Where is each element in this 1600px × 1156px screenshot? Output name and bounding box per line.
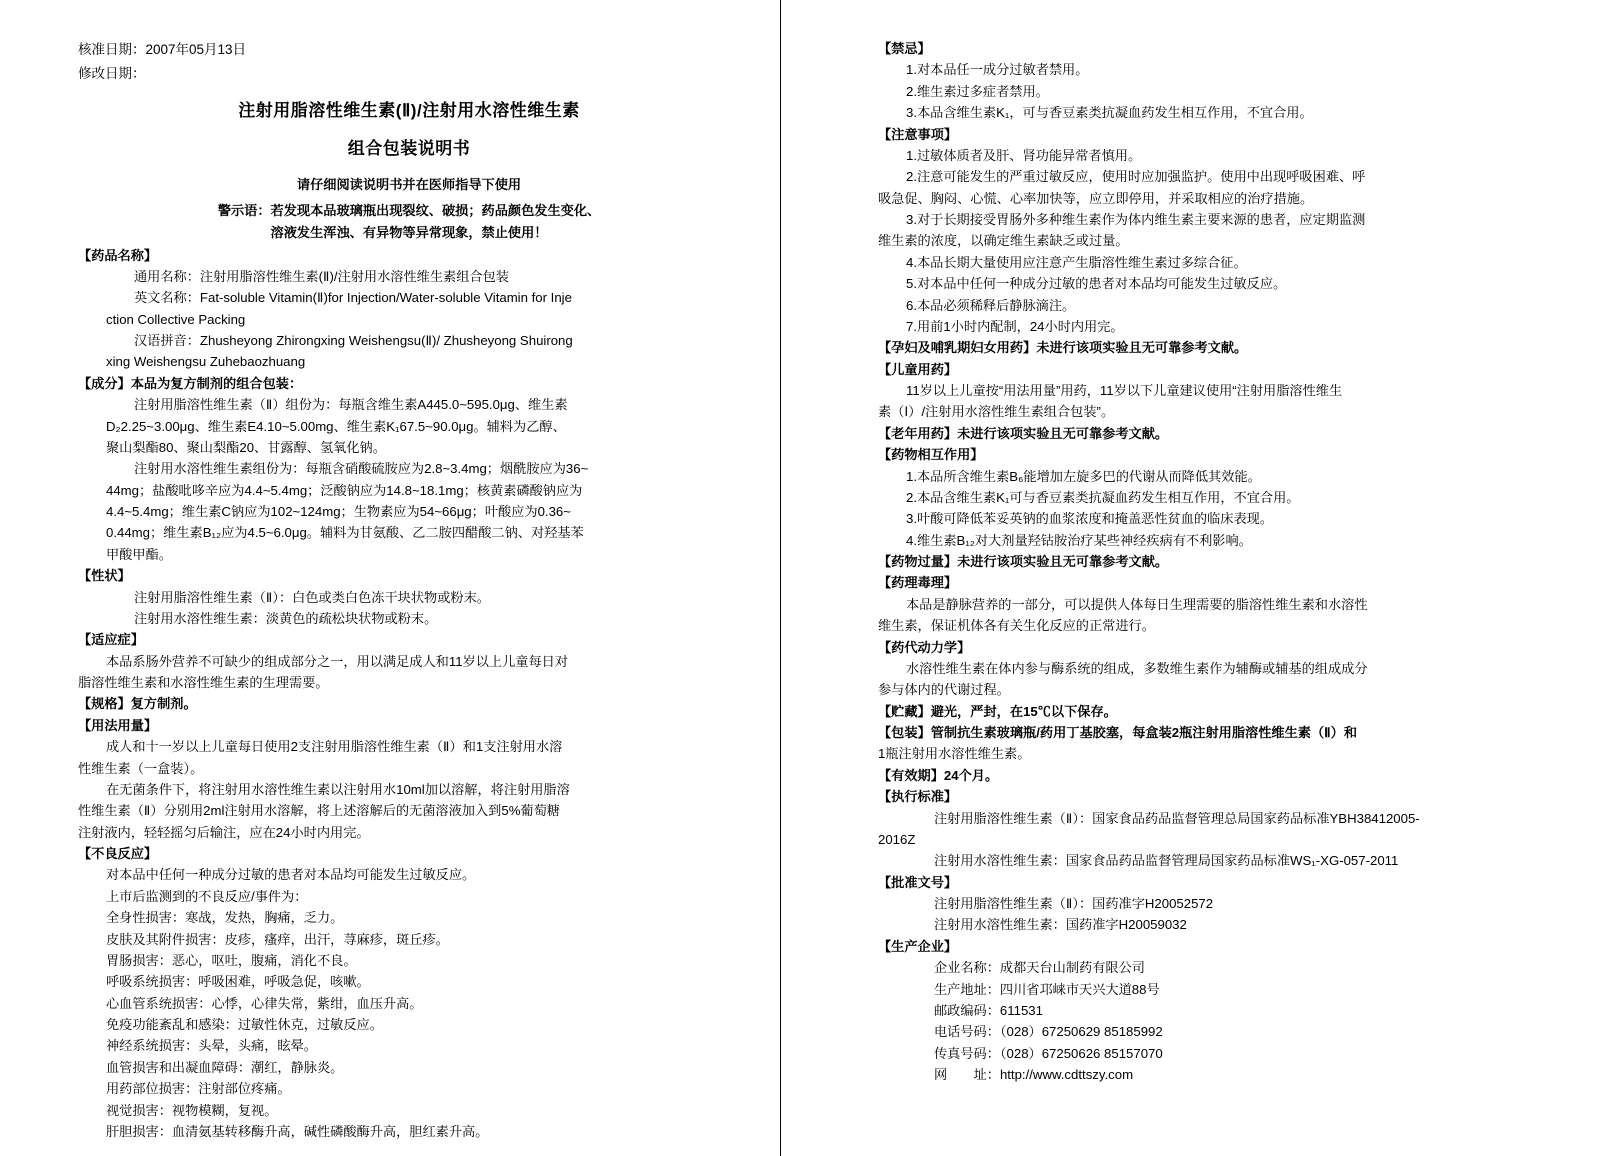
generic-name: 通用名称：注射用脂溶性维生素(Ⅱ)/注射用水溶性维生素组合包装 bbox=[134, 268, 509, 284]
precaution-item-3-line1: 3.对于长期接受胃肠外多种维生素作为体内维生素主要来源的患者，应定期监测 bbox=[906, 212, 1366, 227]
adverse-item: 血管损害和出凝血障碍：潮红，静脉炎。 bbox=[106, 1059, 344, 1075]
warning-line2: 溶液发生浑浊、有异物等异常现象，禁止使用！ bbox=[270, 225, 548, 241]
section-contraindications: 【禁忌】 bbox=[878, 41, 931, 56]
adverse-line1: 对本品中任何一种成分过敏的患者对本品均可能发生过敏反应。 bbox=[106, 867, 476, 883]
approval-number-1: 注射用脂溶性维生素（Ⅱ）：国药准字H20052572 bbox=[934, 896, 1214, 911]
toxicology-line2: 维生素，保证机体各有关生化反应的正常进行。 bbox=[878, 618, 1155, 634]
section-shelf-life: 【有效期】24个月。 bbox=[878, 767, 999, 783]
adverse-item: 免疫功能紊乱和感染：过敏性休克，过敏反应。 bbox=[106, 1017, 383, 1033]
contraindication-item: 2.维生素过多症者禁用。 bbox=[906, 83, 1049, 99]
warning-block bbox=[78, 200, 740, 245]
usage-line2: 性维生素（一盒装）。 bbox=[78, 760, 204, 776]
precaution-item-3-line2: 维生素的浓度，以确定维生素缺乏或过量。 bbox=[878, 233, 1129, 249]
read-instruction-note: 请仔细阅读说明书并在医师指导下使用 bbox=[296, 177, 522, 193]
approval-date: 核准日期：2007年05月13日 bbox=[78, 42, 247, 57]
usage-line4: 性维生素（Ⅱ）分别用2ml注射用水溶解，将上述溶解后的无菌溶液加入到5%葡萄糖 bbox=[78, 803, 560, 819]
section-ingredients: 【成分】本品为复方制剂的组合包装： bbox=[78, 375, 303, 391]
section-manufacturer: 【生产企业】 bbox=[878, 938, 958, 954]
section-specification: 【规格】复方制剂。 bbox=[78, 696, 197, 712]
adverse-item: 用药部位损害：注射部位疼痛。 bbox=[106, 1081, 291, 1097]
usage-line1: 成人和十一岁以上儿童每日使用2支注射用脂溶性维生素（Ⅱ）和1支注射用水溶 bbox=[106, 739, 563, 755]
pediatric-line1: 11岁以上儿童按“用法用量”用药，11岁以下儿童建议使用“注射用脂溶性维生 bbox=[906, 383, 1343, 398]
manufacturer-telephone: 电话号码：（028）67250629 85185992 bbox=[934, 1024, 1163, 1040]
adverse-item: 神经系统损害：头晕，头痛，眩晕。 bbox=[106, 1038, 317, 1054]
pediatric-line2: 素（Ⅰ）/注射用水溶性维生素组合包装”。 bbox=[878, 404, 1115, 420]
precaution-item-2-line1: 2.注意可能发生的严重过敏反应，使用时应加强监护。使用中出现呼吸困难、呼 bbox=[906, 169, 1366, 185]
adverse-item: 皮肤及其附件损害：皮疹，瘙痒，出汗，荨麻疹，斑丘疹。 bbox=[106, 931, 449, 947]
section-geriatric-use: 【老年用药】未进行该项实验且无可靠参考文献。 bbox=[878, 425, 1169, 441]
precaution-item-2-line2: 吸急促、胸闷、心慌、心率加快等，应立即停用，并采取相应的治疗措施。 bbox=[878, 190, 1314, 206]
precaution-item-7: 7.用前1小时内配制，24小时内用完。 bbox=[906, 318, 1124, 334]
section-overdose: 【药物过量】未进行该项实验且无可靠参考文献。 bbox=[878, 554, 1169, 569]
adverse-item: 视觉损害：视物模糊，复视。 bbox=[106, 1102, 278, 1118]
interaction-item: 1.本品所含维生素B₆能增加左旋多巴的代谢从而降低其效能。 bbox=[906, 468, 1261, 484]
pinyin-line1: 汉语拼音：Zhusheyong Zhirongxing Weishengsu(Ⅱ)/ Zhusheyong Shuirong bbox=[134, 333, 573, 349]
interaction-item: 4.维生素B₁₂对大剂量羟钴胺治疗某些神经疾病有不利影响。 bbox=[906, 532, 1252, 548]
manufacturer-fax: 传真号码：（028）67250626 85157070 bbox=[934, 1045, 1163, 1061]
ingredient-water-line1: 注射用水溶性维生素组份为：每瓶含硝酸硫胺应为2.8~3.4mg；烟酰胺应为36~ bbox=[134, 461, 589, 477]
english-name-line2: ction Collective Packing bbox=[106, 311, 246, 327]
section-pharmacology-toxicology: 【药理毒理】 bbox=[878, 575, 958, 591]
section-pharmacokinetics: 【药代动力学】 bbox=[878, 639, 971, 655]
ingredient-water-line4: 0.44mg；维生素B₁₂应为4.5~6.0μg。辅料为甘氨酸、乙二胺四醋酸二钠、对羟基苯 bbox=[106, 525, 584, 541]
property-line1: 注射用脂溶性维生素（Ⅱ）：白色或类白色冻干块状物或粉末。 bbox=[134, 589, 490, 605]
english-name-line1: 英文名称：Fat-soluble Vitamin(Ⅱ)for Injection/Water-soluble Vitamin for Inje bbox=[134, 290, 572, 306]
manufacturer-zipcode: 邮政编码：611531 bbox=[934, 1002, 1043, 1018]
warning-label: 警示语： bbox=[217, 202, 271, 218]
ingredient-fat-line3: 聚山梨酯80、聚山梨酯20、甘露醇、氢氧化钠。 bbox=[106, 439, 386, 455]
pharmacokinetics-line2: 参与体内的代谢过程。 bbox=[878, 682, 1010, 698]
pharmacokinetics-line1: 水溶性维生素在体内参与酶系统的组成，多数维生素作为辅酶或辅基的组成成分 bbox=[906, 660, 1368, 676]
adverse-item: 胃肠损害：恶心，呕吐，腹痛，消化不良。 bbox=[106, 952, 357, 968]
section-precautions: 【注意事项】 bbox=[878, 126, 958, 142]
adverse-item: 呼吸系统损害：呼吸困难，呼吸急促，咳嗽。 bbox=[106, 974, 370, 990]
property-line2: 注射用水溶性维生素：淡黄色的疏松块状物或粉末。 bbox=[134, 610, 438, 626]
standard-line1: 注射用脂溶性维生素（Ⅱ）：国家食品药品监督管理总局国家药品标准YBH38412005- bbox=[934, 810, 1420, 826]
ingredient-water-line5: 甲酸甲酯。 bbox=[106, 546, 172, 562]
interaction-item: 2.本品含维生素K₁可与香豆素类抗凝血药发生相互作用，不宜合用。 bbox=[906, 489, 1300, 505]
precaution-item-5: 5.对本品中任何一种成分过敏的患者对本品均可能发生过敏反应。 bbox=[906, 276, 1287, 292]
adverse-item: 肝胆损害：血清氨基转移酶升高，碱性磷酸酶升高，胆红素升高。 bbox=[106, 1123, 489, 1139]
toxicology-line1: 本品是静脉营养的一部分，可以提供人体每日生理需要的脂溶性维生素和水溶性 bbox=[906, 596, 1368, 612]
document-title-line2: 组合包装说明书 bbox=[347, 138, 471, 158]
pinyin-line2: xing Weishengsu Zuhebaozhuang bbox=[106, 354, 306, 370]
section-indication: 【适应症】 bbox=[78, 632, 144, 648]
ingredient-water-line3: 4.4~5.4mg；维生素C钠应为102~124mg；生物素应为54~66μg；叶酸应为0.36~ bbox=[106, 504, 571, 520]
right-column bbox=[780, 0, 1600, 1156]
packaging-line2: 1瓶注射用水溶性维生素。 bbox=[878, 746, 1031, 762]
warning-text1: 若发现本品玻璃瓶出现裂纹、破损；药品颜色发生变化、 bbox=[270, 202, 601, 218]
section-drug-interactions: 【药物相互作用】 bbox=[878, 447, 984, 463]
section-standard: 【执行标准】 bbox=[878, 789, 958, 805]
usage-line5: 注射液内，轻轻摇匀后输注，应在24小时内用完。 bbox=[78, 824, 370, 840]
section-pregnancy-lactation: 【孕妇及哺乳期妇女用药】未进行该项实验且无可靠参考文献。 bbox=[878, 340, 1248, 356]
section-storage: 【贮藏】避光，严封，在15℃以下保存。 bbox=[878, 703, 1117, 719]
left-column bbox=[0, 0, 780, 1156]
standard-line2: 2016Z bbox=[878, 831, 916, 847]
ingredient-water-line2: 44mg；盐酸吡哆辛应为4.4~5.4mg；泛酸钠应为14.8~18.1mg；核黄素磷酸钠应为 bbox=[106, 482, 583, 498]
website-url[interactable]: http://www.cdttszy.com bbox=[999, 1067, 1134, 1082]
contraindication-item: 3.本品含维生素K₁，可与香豆素类抗凝血药发生相互作用，不宜合用。 bbox=[906, 105, 1313, 121]
precaution-item-4: 4.本品长期大量使用应注意产生脂溶性维生素过多综合征。 bbox=[906, 254, 1247, 270]
document-title-line1: 注射用脂溶性维生素(Ⅱ)/注射用水溶性维生素 bbox=[238, 101, 580, 121]
manufacturer-website-row bbox=[878, 1064, 1562, 1085]
contraindication-item: 1.对本品任一成分过敏者禁用。 bbox=[906, 62, 1089, 78]
usage-line3: 在无菌条件下，将注射用水溶性维生素以注射用水10ml加以溶解，将注射用脂溶 bbox=[106, 781, 570, 797]
section-drug-name: 【药品名称】 bbox=[78, 247, 158, 263]
indication-line1: 本品系肠外营养不可缺少的组成部分之一，用以满足成人和11岁以上儿童每日对 bbox=[106, 653, 569, 669]
adverse-item: 全身性损害：寒战，发热，胸痛，乏力。 bbox=[106, 910, 344, 926]
approval-number-2: 注射用水溶性维生素：国药准字H20059032 bbox=[934, 917, 1187, 933]
adverse-item: 心血管系统损害：心悸，心律失常，紫绀，血压升高。 bbox=[106, 995, 423, 1011]
interaction-item: 3.叶酸可降低苯妥英钠的血浆浓度和掩盖恶性贫血的临床表现。 bbox=[906, 511, 1274, 527]
warning-line1 bbox=[78, 200, 740, 222]
standard-line3: 注射用水溶性维生素：国家食品药品监督管理局国家药品标准WS₁-XG-057-2011 bbox=[934, 853, 1399, 869]
website-label: 网 址： bbox=[934, 1067, 1000, 1082]
section-adverse-reactions: 【不良反应】 bbox=[78, 846, 158, 862]
adverse-line2: 上市后监测到的不良反应/事件为： bbox=[106, 888, 308, 904]
section-usage: 【用法用量】 bbox=[78, 717, 158, 733]
precaution-item-1: 1.过敏体质者及肝、肾功能异常者慎用。 bbox=[906, 147, 1142, 163]
ingredient-fat-line2: D₂2.25~3.00μg、维生素E4.10~5.00mg、维生素K₁67.5~90.0μg。辅料为乙醇、 bbox=[106, 418, 566, 434]
section-approval-number: 【批准文号】 bbox=[878, 874, 958, 890]
manufacturer-name: 企业名称：成都天台山制药有限公司 bbox=[934, 960, 1145, 976]
section-pediatric-use: 【儿童用药】 bbox=[878, 361, 958, 377]
precaution-item-6: 6.本品必须稀释后静脉滴注。 bbox=[906, 297, 1076, 313]
section-packaging: 【包装】管制抗生素玻璃瓶/药用丁基胶塞，每盒装2瓶注射用脂溶性维生素（Ⅱ）和 bbox=[878, 725, 1358, 740]
indication-line2: 脂溶性维生素和水溶性维生素的生理需要。 bbox=[78, 675, 329, 691]
ingredient-fat-line1: 注射用脂溶性维生素（Ⅱ）组份为：每瓶含维生素A445.0~595.0μg、维生素 bbox=[134, 397, 568, 413]
revision-date: 修改日期： bbox=[78, 65, 146, 81]
manufacturer-address: 生产地址：四川省邛崃市天兴大道88号 bbox=[934, 981, 1160, 997]
page-divider bbox=[780, 0, 781, 1156]
section-property: 【性状】 bbox=[78, 568, 131, 584]
